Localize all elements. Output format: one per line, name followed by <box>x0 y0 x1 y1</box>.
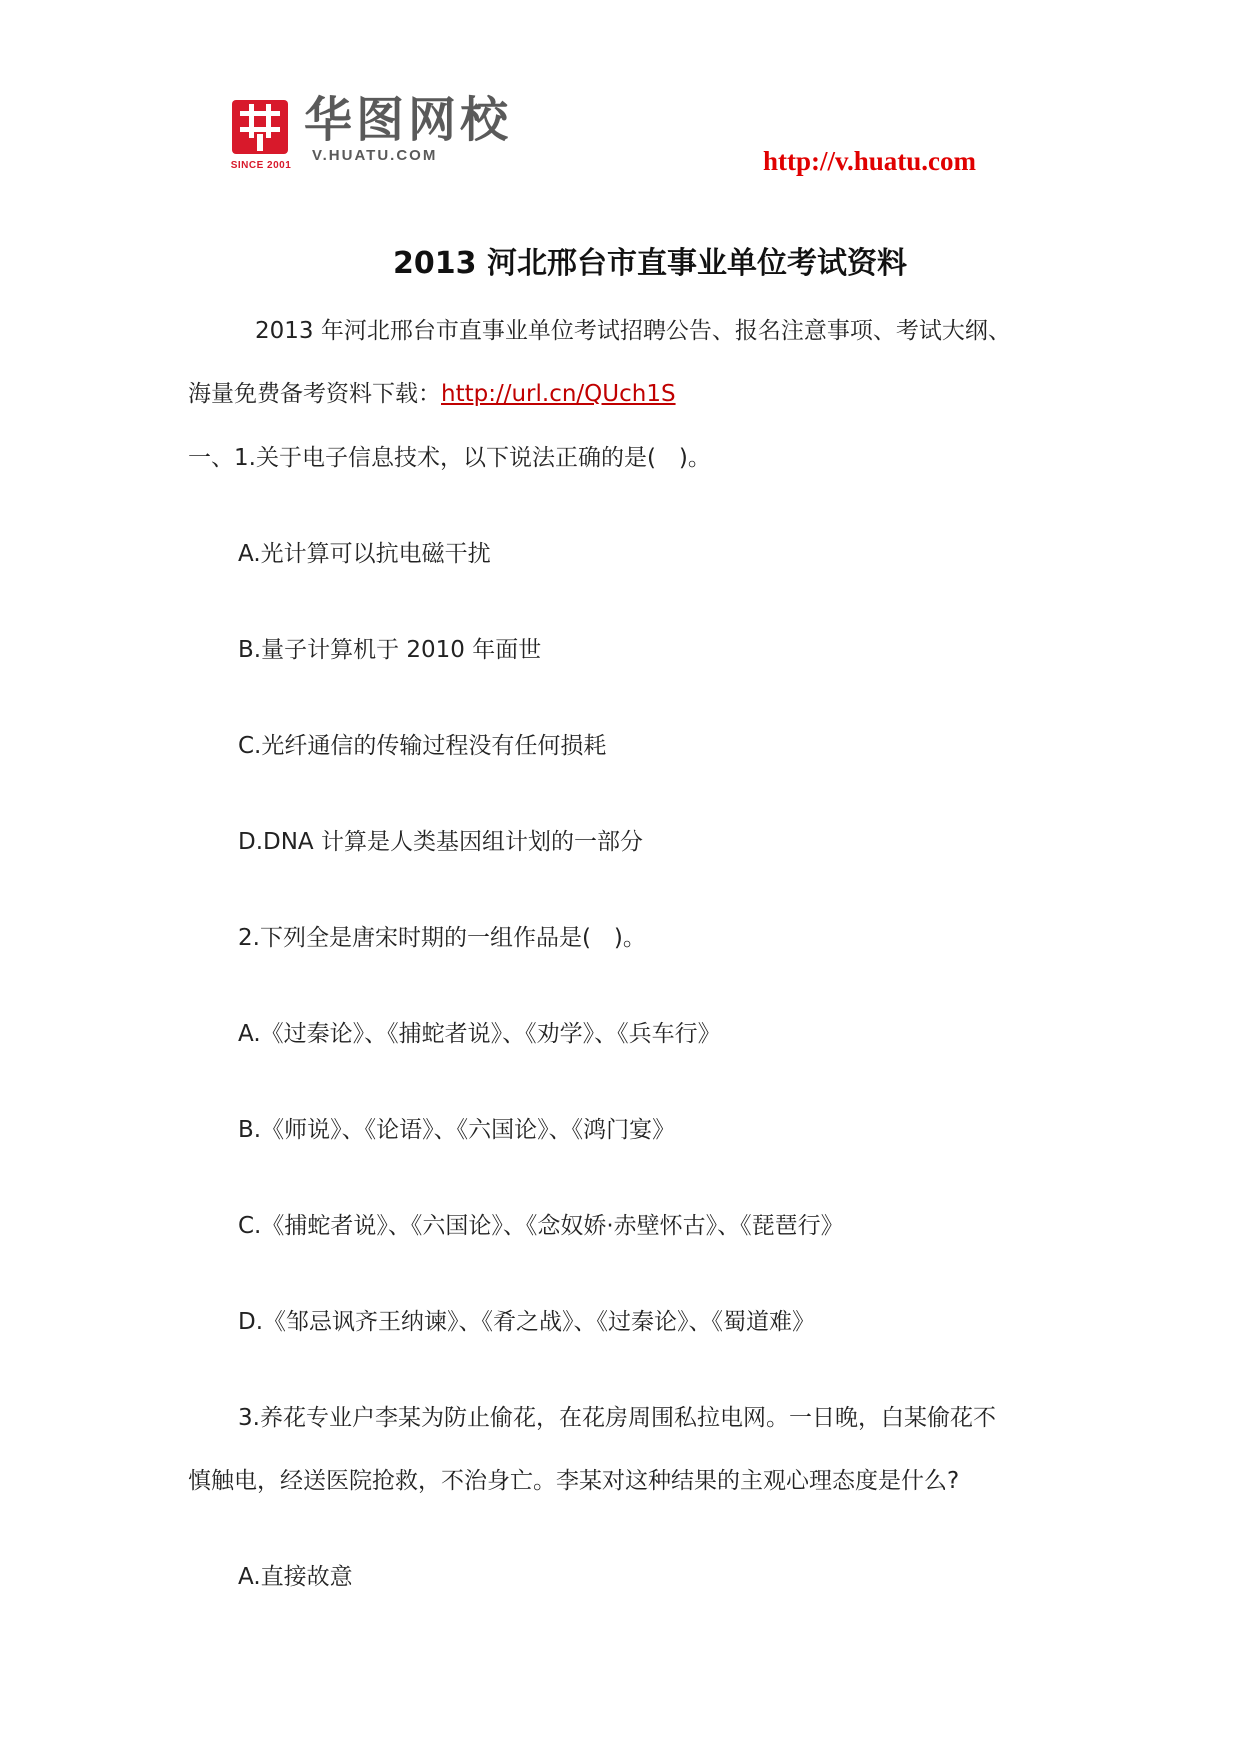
question-2-option-a: A.《过秦论》、《捕蛇者说》、《劝学》、《兵车行》 <box>238 1021 721 1047</box>
question-3-stem-line-2: 慎触电，经送医院抢救，不治身亡。李某对这种结果的主观心理态度是什么? <box>188 1468 960 1494</box>
logo-since-text: SINCE 2001 <box>230 160 292 171</box>
intro-line-1: 2013 年河北邢台市直事业单位考试招聘公告、报名注意事项、考试大纲、 <box>255 318 1011 344</box>
huatu-logo-icon <box>232 100 288 154</box>
intro-download-label: 海量免费备考资料下载： <box>188 381 441 407</box>
question-2-option-c: C.《捕蛇者说》、《六国论》、《念奴娇·赤壁怀古》、《琵琶行》 <box>238 1213 844 1239</box>
question-3-option-a: A.直接故意 <box>238 1564 353 1590</box>
logo-domain: V.HUATU.COM <box>312 147 438 164</box>
question-2-stem: 2.下列全是唐宋时期的一组作品是( )。 <box>238 925 646 951</box>
question-1-option-b: B.量子计算机于 2010 年面世 <box>238 637 542 663</box>
header-url-link[interactable]: http://v.huatu.com <box>763 146 977 176</box>
question-3-stem-line-1: 3.养花专业户李某为防止偷花，在花房周围私拉电网。一日晚，白某偷花不 <box>238 1405 996 1431</box>
document-title: 2013 河北邢台市直事业单位考试资料 <box>393 246 907 281</box>
logo-name: 华图网校 <box>304 92 513 148</box>
question-2-option-b: B.《师说》、《论语》、《六国论》、《鸿门宴》 <box>238 1117 676 1143</box>
download-link[interactable]: http://url.cn/QUch1S <box>441 381 676 407</box>
question-1-option-d: D.DNA 计算是人类基因组计划的一部分 <box>238 829 643 855</box>
question-1-option-a: A.光计算可以抗电磁干扰 <box>238 541 491 567</box>
intro-line-2 <box>188 379 676 409</box>
question-1-stem: 一、1.关于电子信息技术，以下说法正确的是( )。 <box>188 445 711 471</box>
question-1-option-c: C.光纤通信的传输过程没有任何损耗 <box>238 733 607 759</box>
question-2-option-d: D.《邹忌讽齐王纳谏》、《肴之战》、《过秦论》、《蜀道难》 <box>238 1309 816 1335</box>
document-header <box>0 0 1241 200</box>
